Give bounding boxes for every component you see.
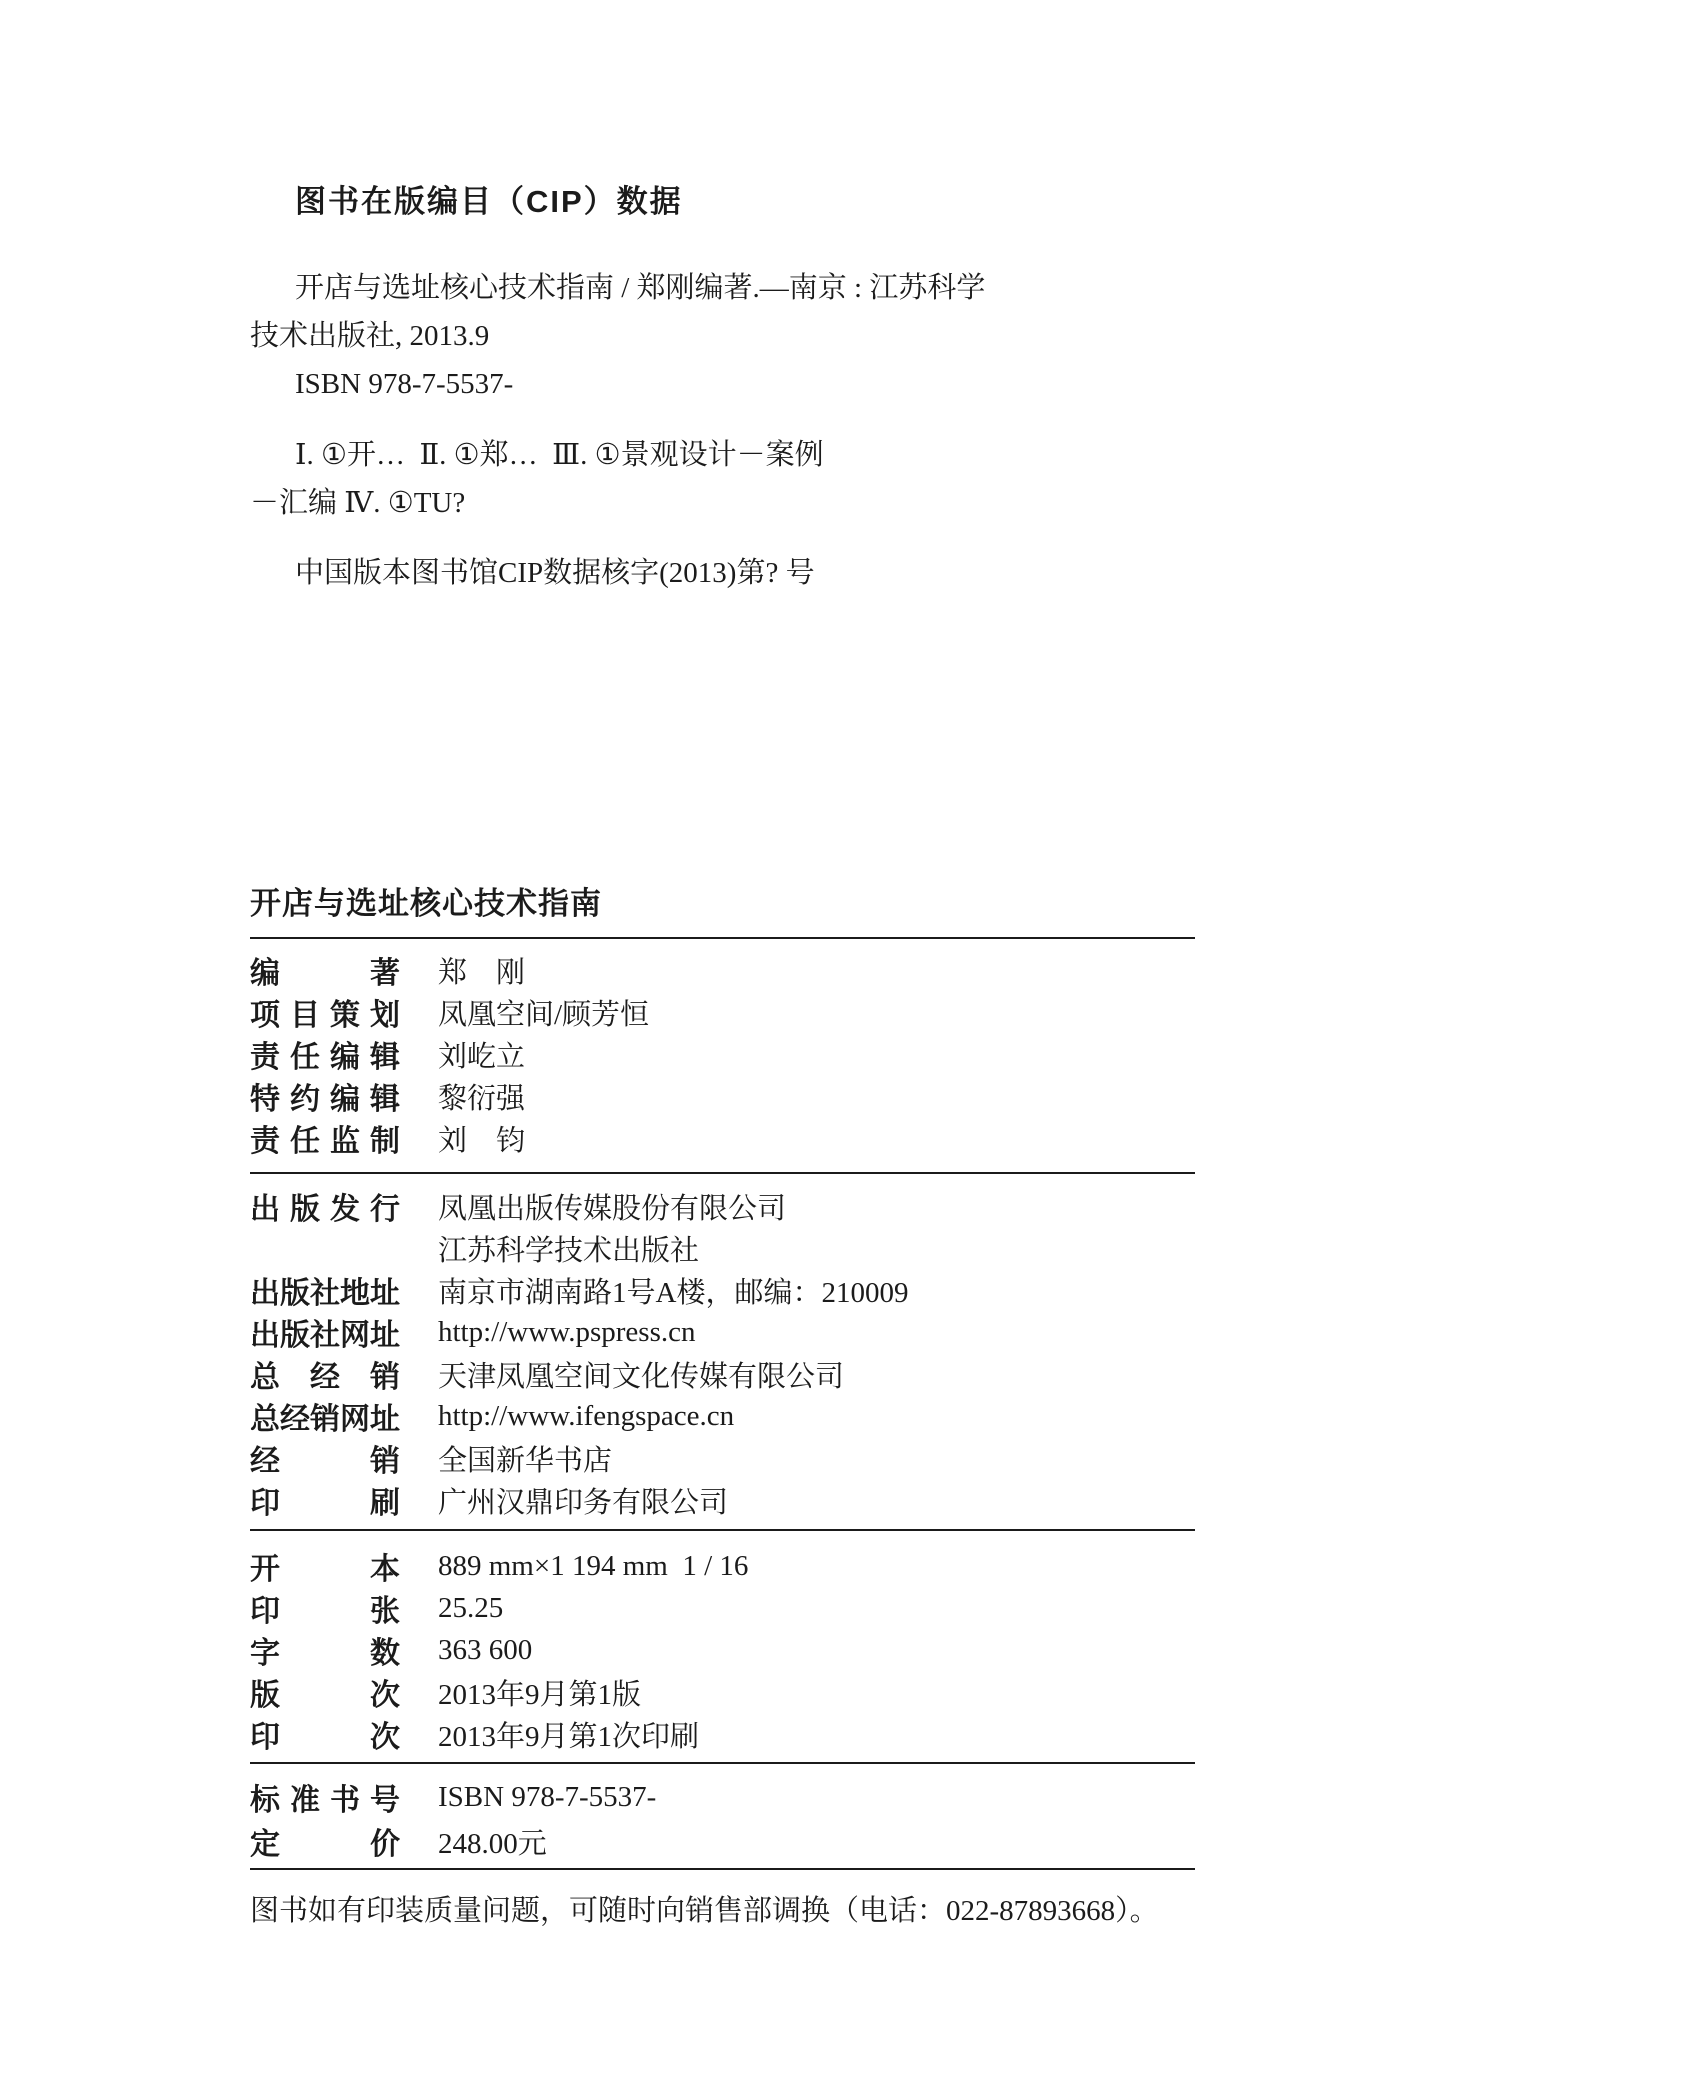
row-value: 江苏科学技术出版社	[438, 1234, 700, 1267]
row-value: http://www.pspress.cn	[438, 1315, 696, 1348]
row-edition	[250, 1671, 1350, 1713]
row-value: 刘 钧	[438, 1124, 526, 1157]
row-general-distributor	[250, 1353, 1350, 1395]
row-label: 责 任 编 辑	[250, 1041, 400, 1074]
cip-description-line-1: 开店与选址核心技术指南 / 郑刚编著.—南京 : 江苏科学	[295, 272, 986, 304]
row-value: 凤凰空间/顾芳恒	[438, 998, 650, 1031]
row-production-supervisor	[250, 1117, 1350, 1159]
row-distributor-website	[250, 1395, 1350, 1437]
cip-isbn-line: ISBN 978-7-5537-	[295, 368, 514, 400]
row-special-editor	[250, 1075, 1350, 1117]
row-label: 字 数	[250, 1637, 400, 1670]
cip-classification	[250, 431, 1070, 527]
row-label: 开 本	[250, 1553, 400, 1586]
row-responsible-editor	[250, 1033, 1350, 1075]
row-label: 经 销	[250, 1445, 400, 1478]
row-label: 项 目 策 划	[250, 999, 400, 1032]
row-printing	[250, 1479, 1350, 1521]
book-title: 开店与选址核心技术指南	[250, 886, 602, 921]
row-value: 黎衍强	[438, 1082, 526, 1115]
row-label: 定 价	[250, 1828, 400, 1861]
row-impression	[250, 1713, 1350, 1755]
isbn-price-group	[250, 1775, 1350, 1863]
row-project-planning	[250, 991, 1350, 1033]
cip-block	[250, 183, 1070, 597]
divider-line-3	[250, 1529, 1195, 1531]
row-value: 凤凰出版传媒股份有限公司	[438, 1192, 787, 1225]
divider-line-1	[250, 937, 1195, 939]
row-label: 出版社地址	[250, 1277, 400, 1310]
printing-spec-group	[250, 1545, 1350, 1755]
row-label: 总经销网址	[250, 1403, 400, 1436]
row-label: 标 准 书 号	[250, 1784, 400, 1817]
row-publisher-continued	[250, 1227, 1350, 1269]
row-value: ISBN 978-7-5537-	[438, 1780, 657, 1813]
row-label: 编 著	[250, 957, 400, 990]
row-standard-book-number	[250, 1775, 1350, 1819]
divider-line-2	[250, 1172, 1195, 1174]
cip-classification-line-1: Ⅰ. ①开… Ⅱ. ①郑… Ⅲ. ①景观设计－案例	[295, 439, 824, 471]
row-printed-sheets	[250, 1587, 1350, 1629]
cip-description-line-2: 技术出版社, 2013.9	[250, 320, 490, 352]
row-value: 广州汉鼎印务有限公司	[438, 1486, 729, 1519]
row-price	[250, 1819, 1350, 1863]
row-publisher-website	[250, 1311, 1350, 1353]
row-value: 2013年9月第1版	[438, 1678, 642, 1711]
row-label: 出版社网址	[250, 1319, 400, 1352]
row-label: 总 经 销	[250, 1361, 400, 1394]
row-label: 印 次	[250, 1721, 400, 1754]
quality-exchange-note: 图书如有印装质量问题，可随时向销售部调换（电话：022-87893668）。	[250, 1895, 1159, 1927]
row-value: 248.00元	[438, 1827, 547, 1860]
row-value: 2013年9月第1次印刷	[438, 1720, 700, 1753]
row-author	[250, 949, 1350, 991]
row-publisher-address	[250, 1269, 1350, 1311]
row-value: 刘屹立	[438, 1040, 526, 1073]
row-value: 363 600	[438, 1633, 533, 1666]
row-value: 天津凤凰空间文化传媒有限公司	[438, 1360, 845, 1393]
row-label: 印 刷	[250, 1487, 400, 1520]
row-distribution	[250, 1437, 1350, 1479]
row-value: 全国新华书店	[438, 1444, 613, 1477]
cip-record-line: 中国版本图书馆CIP数据核字(2013)第? 号	[295, 557, 815, 589]
staff-group	[250, 949, 1350, 1159]
row-value: 南京市湖南路1号A楼，邮编：210009	[438, 1276, 909, 1309]
publisher-group	[250, 1185, 1350, 1521]
row-label: 版 次	[250, 1679, 400, 1712]
divider-line-5	[250, 1868, 1195, 1870]
row-label: 印 张	[250, 1595, 400, 1628]
cip-classification-line-2: －汇编 Ⅳ. ①TU?	[250, 487, 466, 519]
row-label: 责 任 监 制	[250, 1125, 400, 1158]
row-value: 25.25	[438, 1591, 504, 1624]
row-value: 郑 刚	[438, 956, 526, 989]
row-label: 出 版 发 行	[250, 1193, 400, 1226]
row-word-count	[250, 1629, 1350, 1671]
row-value: 889 mm×1 194 mm 1 / 16	[438, 1549, 749, 1582]
divider-line-4	[250, 1762, 1195, 1764]
cip-heading: 图书在版编目（CIP）数据	[295, 184, 683, 219]
row-label: 特 约 编 辑	[250, 1083, 400, 1116]
row-value: http://www.ifengspace.cn	[438, 1399, 735, 1432]
row-publisher	[250, 1185, 1350, 1227]
row-format	[250, 1545, 1350, 1587]
